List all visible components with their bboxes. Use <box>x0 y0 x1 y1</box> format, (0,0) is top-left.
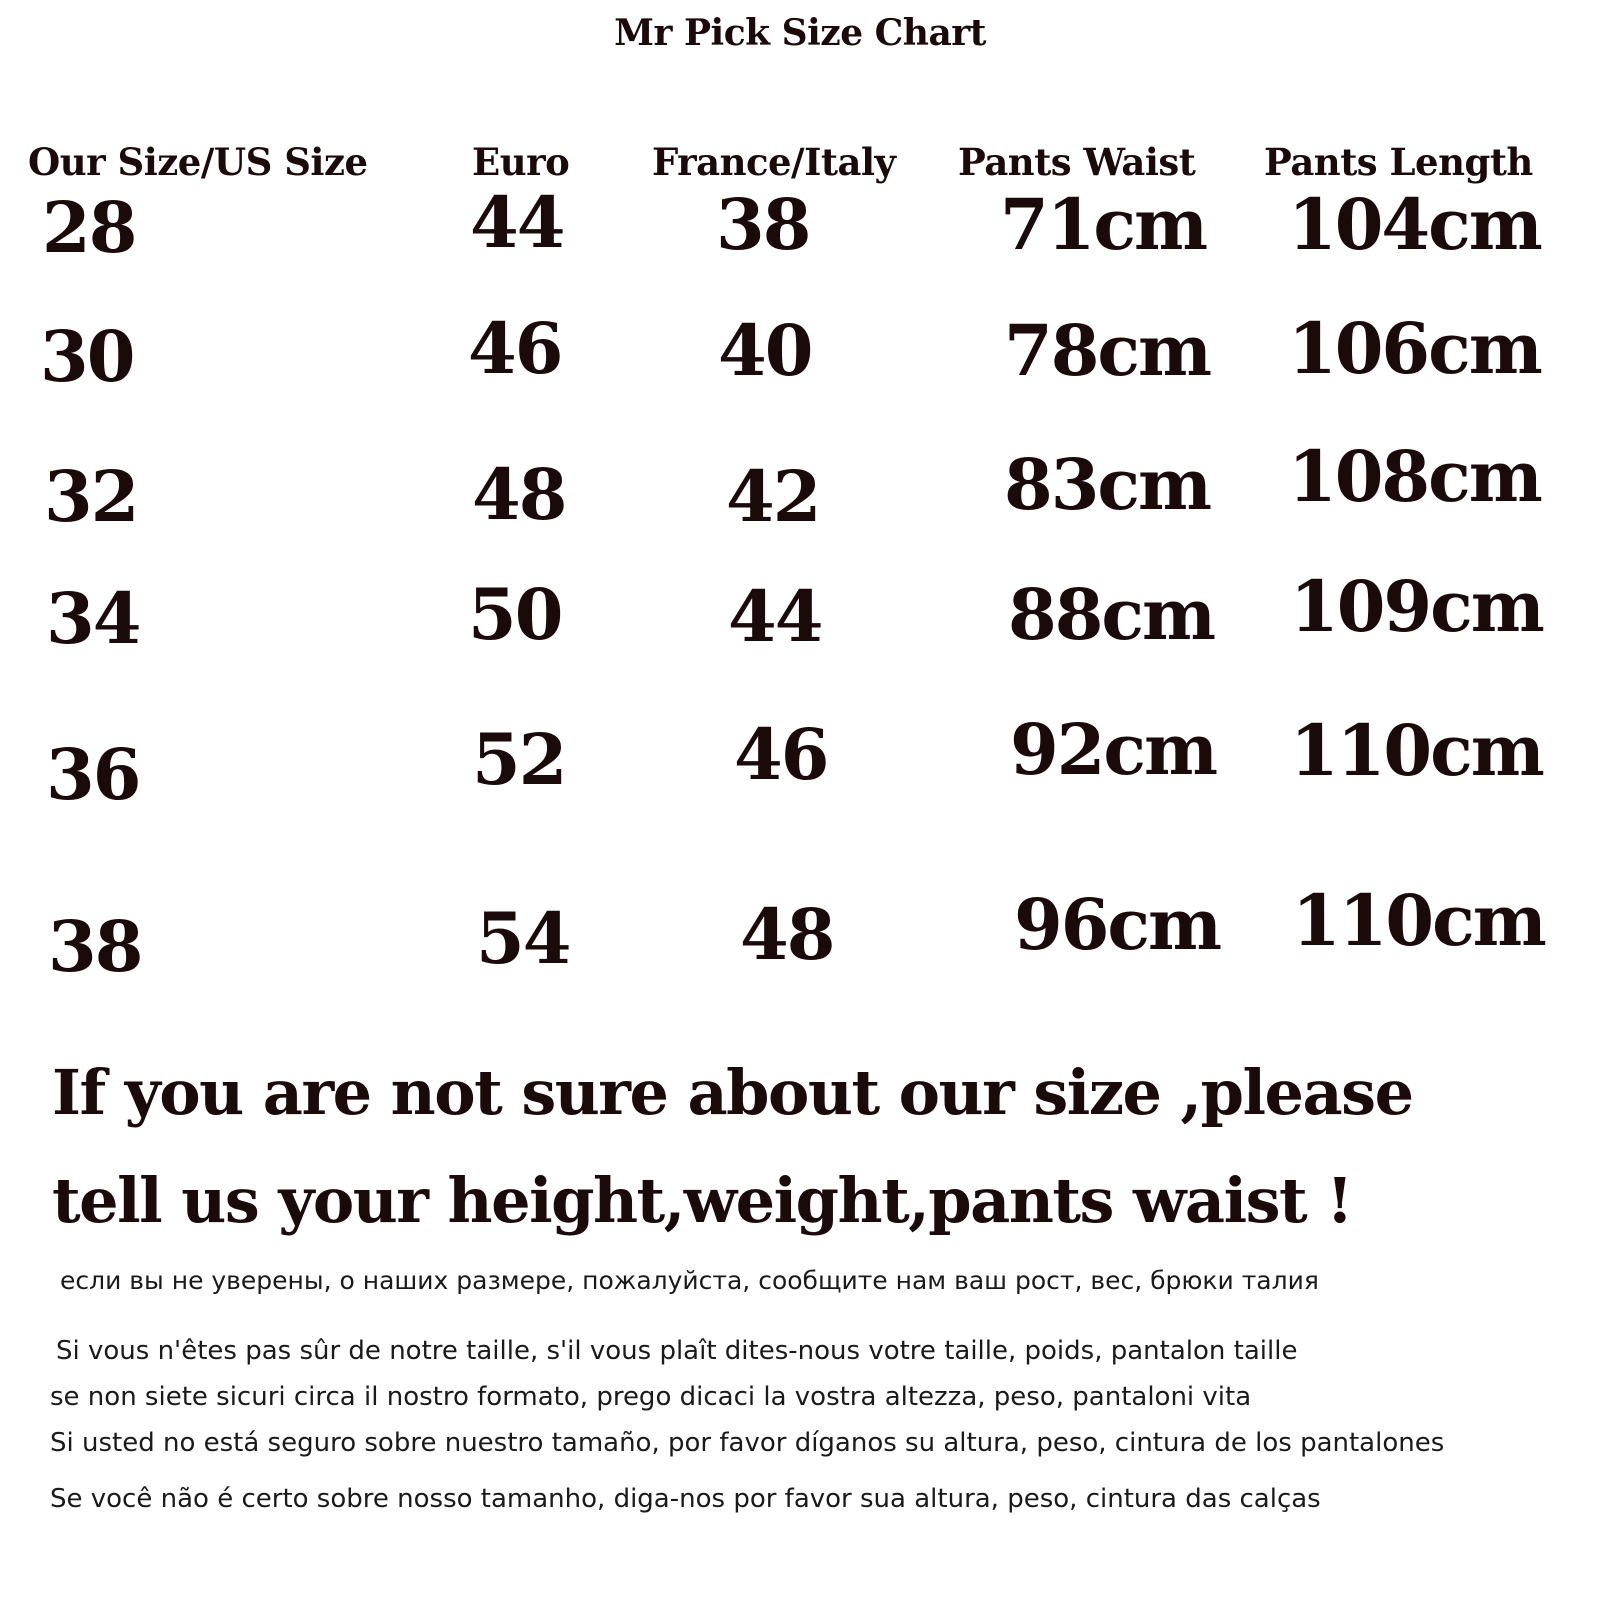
row-6-france-italy: 48 <box>740 893 834 976</box>
note-french: Si vous n'êtes pas sûr de notre taille, s'il vous plaît dites-nous votre taille, poids, pantalon taille <box>56 1336 1298 1366</box>
row-1-france-italy: 38 <box>716 183 810 266</box>
row-1-euro: 44 <box>470 181 564 264</box>
note-italian: se non siete sicuri circa il nostro formato, prego dicaci la vostra altezza, peso, pantaloni vita <box>50 1382 1252 1412</box>
row-5-pants-waist: 92cm <box>1010 708 1217 791</box>
chart-title: Mr Pick Size Chart <box>614 12 986 54</box>
row-2-france-italy: 40 <box>718 309 812 392</box>
row-2-pants-length: 106cm <box>1288 307 1541 390</box>
row-3-euro: 48 <box>472 453 566 536</box>
row-2-us-size: 30 <box>40 315 134 398</box>
row-1-pants-length: 104cm <box>1288 183 1541 266</box>
row-3-pants-waist: 83cm <box>1004 443 1211 526</box>
row-3-us-size: 32 <box>44 455 138 538</box>
header-us-size: Our Size/US Size <box>28 140 368 184</box>
header-euro: Euro <box>472 140 570 184</box>
size-note-line-2: tell us your height,weight,pants waist ! <box>52 1164 1352 1237</box>
row-4-us-size: 34 <box>46 577 140 660</box>
row-4-france-italy: 44 <box>728 575 822 658</box>
row-6-pants-length: 110cm <box>1292 879 1545 962</box>
header-pants-waist: Pants Waist <box>958 140 1196 184</box>
header-france-italy: France/Italy <box>652 140 896 184</box>
row-5-euro: 52 <box>472 718 566 801</box>
row-2-euro: 46 <box>468 307 562 390</box>
row-5-pants-length: 110cm <box>1290 709 1543 792</box>
row-2-pants-waist: 78cm <box>1004 309 1211 392</box>
row-5-france-italy: 46 <box>734 713 828 796</box>
row-6-us-size: 38 <box>48 905 142 988</box>
row-6-euro: 54 <box>476 897 570 980</box>
row-4-pants-waist: 88cm <box>1008 573 1215 656</box>
note-portuguese: Se você não é certo sobre nosso tamanho, diga-nos por favor sua altura, peso, cintura das calças <box>50 1484 1321 1514</box>
row-6-pants-waist: 96cm <box>1014 883 1221 966</box>
size-note-line-1: If you are not sure about our size ,please <box>52 1056 1413 1129</box>
row-5-us-size: 36 <box>46 733 140 816</box>
note-spanish: Si usted no está seguro sobre nuestro tamaño, por favor díganos su altura, peso, cintura de los pantalones <box>50 1428 1445 1458</box>
row-4-euro: 50 <box>468 573 562 656</box>
row-3-france-italy: 42 <box>726 455 820 538</box>
note-russian: если вы не уверены, о наших размере, пожалуйста, сообщите нам ваш рост, вес, брюки талия <box>60 1266 1319 1295</box>
row-1-us-size: 28 <box>42 186 136 269</box>
row-3-pants-length: 108cm <box>1288 435 1541 518</box>
row-4-pants-length: 109cm <box>1290 565 1543 648</box>
row-1-pants-waist: 71cm <box>1000 183 1207 266</box>
header-pants-length: Pants Length <box>1264 140 1533 184</box>
